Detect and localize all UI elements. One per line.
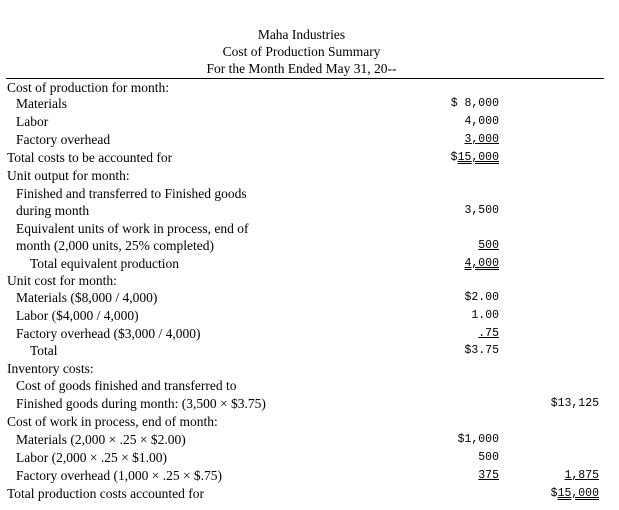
labor-value: 4,000 — [464, 115, 499, 128]
wip-materials-value: $1,000 — [457, 433, 499, 446]
total-costs-value — [451, 150, 499, 166]
materials-value: $ 8,000 — [450, 97, 499, 110]
wip-heading: Cost of work in process, end of month: — [7, 414, 218, 429]
finished-transferred-label-1: Finished and transferred to Finished goods — [16, 186, 247, 201]
unit-output-heading: Unit output for month: — [7, 168, 130, 183]
unit-total-value: $3.75 — [464, 344, 499, 357]
cogs-label-2: Finished goods during month: (3,500 × $3.75) — [16, 396, 266, 411]
unit-materials-value: $2.00 — [464, 291, 499, 304]
unit-overhead-value: .75 — [478, 327, 499, 340]
overhead-label: Factory overhead — [16, 132, 111, 147]
cost-production-heading: Cost of production for month: — [7, 80, 169, 95]
statement-title: Cost of Production Summary — [222, 44, 381, 59]
total-accounted-amount: 15,000 — [557, 487, 599, 500]
total-accounted-currency: $ — [550, 487, 558, 500]
total-accounted-label: Total production costs accounted for — [7, 486, 204, 501]
total-costs-currency: $ — [450, 151, 458, 164]
materials-label: Materials — [16, 96, 67, 111]
equivalent-units-label-1: Equivalent units of work in process, end of — [16, 221, 249, 236]
unit-labor-value: 1.00 — [471, 309, 499, 322]
equivalent-units-label-2: month (2,000 units, 25% completed) — [16, 238, 214, 253]
unit-total-label: Total — [30, 343, 58, 358]
cogs-label-1: Cost of goods finished and transferred to — [16, 378, 237, 393]
total-equivalent-value: 4,000 — [464, 257, 499, 270]
wip-overhead-label: Factory overhead (1,000 × .25 × $.75) — [16, 468, 223, 483]
company-name: Maha Industries — [257, 27, 346, 42]
wip-total-value: 1,875 — [564, 469, 599, 482]
cogs-value: $13,125 — [550, 397, 599, 410]
total-equivalent-label: Total equivalent production — [30, 256, 180, 271]
inventory-costs-heading: Inventory costs: — [7, 361, 94, 376]
unit-overhead-label: Factory overhead ($3,000 / 4,000) — [16, 326, 201, 341]
unit-cost-heading: Unit cost for month: — [7, 273, 117, 288]
unit-labor-label: Labor ($4,000 / 4,000) — [16, 308, 139, 323]
total-costs-label: Total costs to be accounted for — [7, 150, 173, 165]
labor-label: Labor — [16, 114, 49, 129]
wip-labor-value: 500 — [478, 451, 499, 464]
finished-transferred-value: 3,500 — [464, 204, 499, 217]
total-accounted-value — [551, 486, 599, 502]
header-rule — [6, 78, 604, 79]
wip-materials-label: Materials (2,000 × .25 × $2.00) — [16, 432, 186, 447]
statement-period: For the Month Ended May 31, 20-- — [206, 61, 397, 76]
equivalent-units-value: 500 — [478, 239, 499, 252]
wip-overhead-value: 375 — [478, 469, 499, 482]
wip-labor-label: Labor (2,000 × .25 × $1.00) — [16, 450, 167, 465]
total-costs-amount: 15,000 — [457, 151, 499, 164]
unit-materials-label: Materials ($8,000 / 4,000) — [16, 290, 158, 305]
finished-transferred-label-2: during month — [16, 203, 90, 218]
overhead-value: 3,000 — [464, 133, 499, 146]
